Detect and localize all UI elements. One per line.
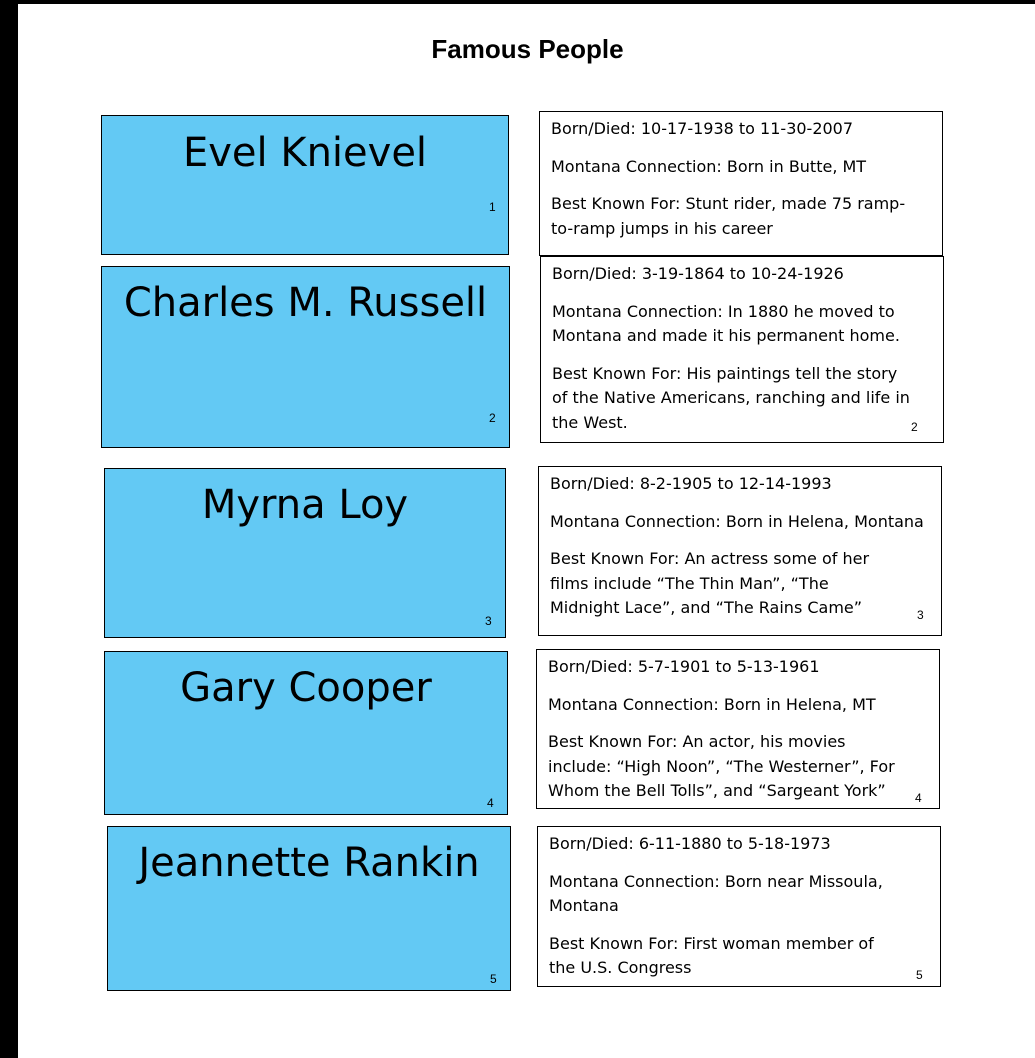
person-name: Evel Knievel — [182, 130, 428, 176]
info-number: 4 — [915, 791, 922, 805]
born-died: Born/Died: 8-2-1905 to 12-14-1993 — [550, 474, 832, 493]
montana-connection: Montana Connection: Born in Helena, Montana — [550, 511, 924, 531]
page-top-edge — [0, 0, 1035, 4]
person-name: Myrna Loy — [201, 482, 409, 528]
best-known-for: Best Known For: Stunt rider, made 75 ramp-to-ramp jumps in his career — [551, 194, 906, 238]
best-known-for: Best Known For: An actor, his movies include: “High Noon”, “The Westerner”, For Whom the Bell Tolls”, and “Sargeant York” — [548, 732, 895, 800]
info-card-gary-cooper — [536, 649, 940, 809]
born-died: Born/Died: 10-17-1938 to 11-30-2007 — [551, 119, 854, 138]
born-died: Born/Died: 5-7-1901 to 5-13-1961 — [548, 657, 820, 676]
page-title: Famous People — [431, 34, 624, 64]
card-number: 4 — [487, 796, 494, 810]
info-number: 2 — [911, 420, 918, 434]
person-name: Charles M. Russell — [123, 280, 488, 326]
name-card-evel-knievel — [101, 115, 509, 255]
info-number: 3 — [917, 608, 924, 622]
person-name: Gary Cooper — [180, 665, 432, 711]
montana-connection: Montana Connection: Born in Butte, MT — [551, 156, 867, 176]
info-number: 5 — [916, 968, 923, 982]
info-card-evel-knievel — [539, 111, 943, 256]
name-card-gary-cooper — [104, 651, 508, 815]
card-number: 1 — [489, 200, 496, 214]
best-known-for: Best Known For: An actress some of her films include “The Thin Man”, “The Midnight Lace”, and “The Rains Came” — [550, 549, 870, 617]
best-known-for: Best Known For: First woman member of the U.S. Congress — [549, 933, 874, 977]
born-died: Born/Died: 6-11-1880 to 5-18-1973 — [549, 834, 831, 853]
info-card-myrna-loy — [538, 466, 942, 636]
info-card-jeannette-rankin — [537, 826, 941, 987]
page-left-edge — [0, 0, 18, 1058]
montana-connection: Montana Connection: Born in Helena, MT — [548, 694, 876, 714]
person-name: Jeannette Rankin — [138, 840, 480, 886]
info-card-charles-m-russell — [540, 256, 944, 443]
montana-connection: Montana Connection: Born near Missoula, Montana — [549, 871, 883, 915]
montana-connection: Montana Connection: In 1880 he moved to Montana and made it his permanent home. — [552, 301, 900, 345]
card-number: 5 — [490, 972, 497, 986]
card-number: 2 — [489, 411, 496, 425]
name-card-myrna-loy — [104, 468, 506, 638]
name-card-jeannette-rankin — [107, 826, 511, 991]
name-card-charles-m-russell — [101, 266, 510, 448]
best-known-for: Best Known For: His paintings tell the story of the Native Americans, ranching and life in the West. — [552, 363, 910, 432]
card-number: 3 — [485, 614, 492, 628]
born-died: Born/Died: 3-19-1864 to 10-24-1926 — [552, 264, 844, 283]
